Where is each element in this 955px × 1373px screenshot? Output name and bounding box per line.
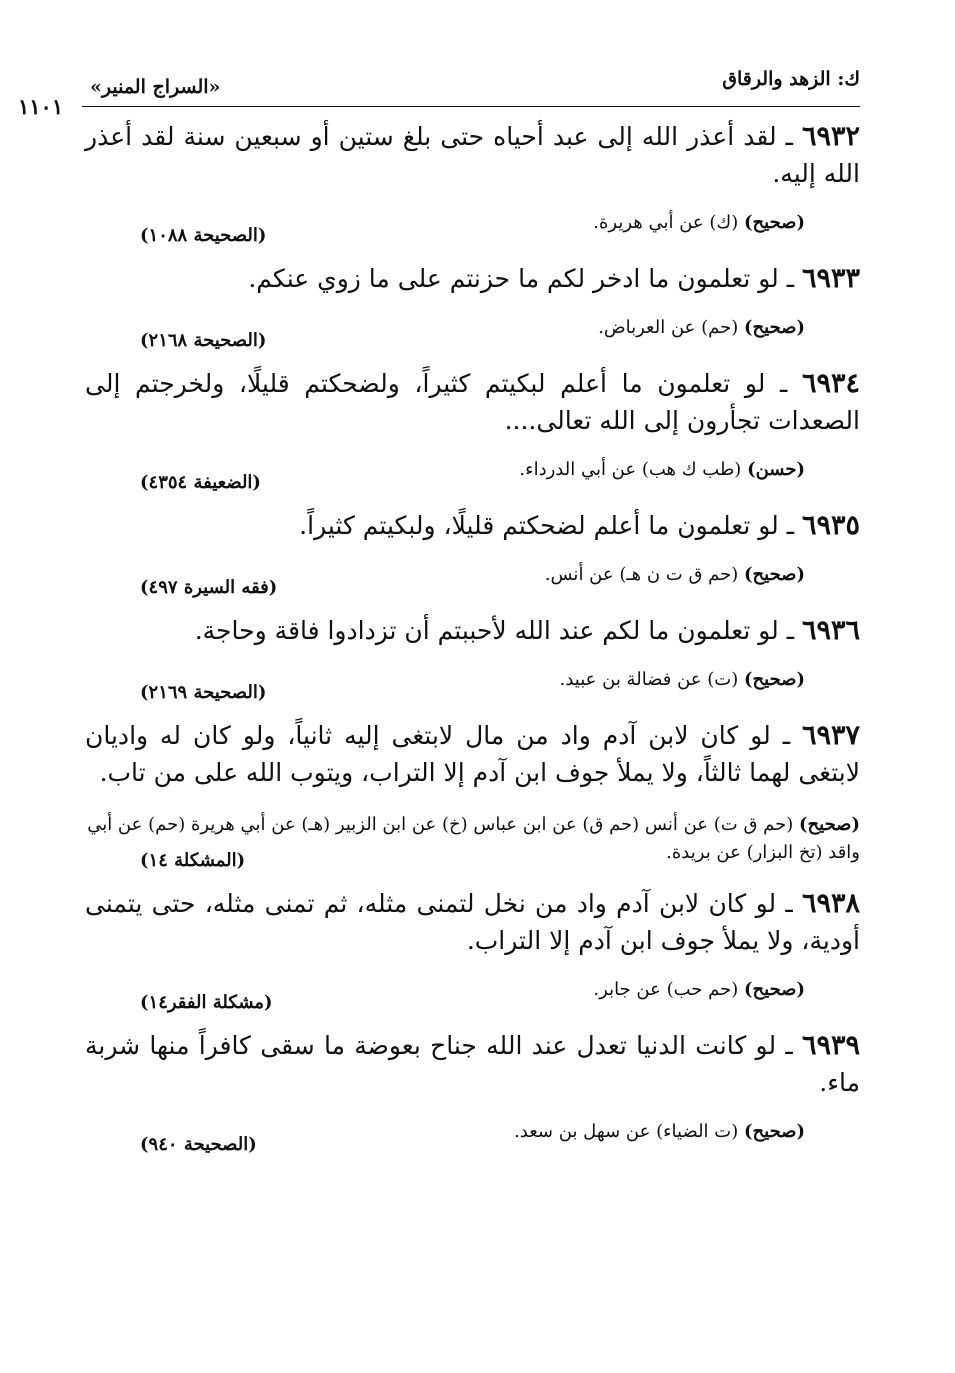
hadith-grade: (صحيح) <box>744 317 805 338</box>
hadith-entry <box>85 507 860 598</box>
hadith-number: ٦٩٣٦ <box>801 615 860 646</box>
hadith-number: ٦٩٣٧ <box>801 720 860 751</box>
hadith-source <box>593 212 805 233</box>
hadith-text: لو تعلمون ما لكم عند الله لأحببتم أن تزدادوا فاقة وحاجة. <box>194 616 779 645</box>
hadith-grade: (صحيح) <box>744 564 805 585</box>
hadith-entry <box>85 717 860 871</box>
source-text: (طب ك هب) عن أبي الدرداء. <box>519 459 742 480</box>
hadith-grade: (صحيح) <box>744 979 805 1000</box>
hadith-text: لو تعلمون ما ادخر لكم ما حزنتم على ما زوي عنكم. <box>248 264 779 293</box>
hadith-text: لو كان لابن آدم واد من نخل لتمنى مثله، ثم تمنى مثله، حتى يتمنى أودية، ولا يملأ جوف ابن آدم إلا التراب. <box>85 889 860 955</box>
hadith-source <box>593 979 805 1000</box>
hadith-text-block: ٦٩٣٣ ـ لو تعلمون ما ادخر لكم ما حزنتم على ما زوي عنكم. <box>248 263 860 294</box>
hadith-entry <box>85 885 860 1013</box>
hadith-text-block: ٦٩٣٤ ـ لو تعلمون ما أعلم لبكيتم كثيراً، ولضحكتم قليلًا، ولخرجتم إلى الصعدات تجأرون إلى الله تعالى.... <box>85 368 861 435</box>
hadith-list <box>85 118 860 1169</box>
hadith-text-block: ٦٩٣٦ ـ لو تعلمون ما لكم عند الله لأحببتم أن تزدادوا فاقة وحاجة. <box>194 615 860 646</box>
source-text: (ت الضياء) عن سهل بن سعد. <box>514 1121 739 1142</box>
hadith-source <box>560 669 805 690</box>
page-header <box>50 68 860 100</box>
hadith-number: ٦٩٣٤ <box>802 368 861 399</box>
hadith-reference <box>85 317 860 351</box>
hadith-reference <box>85 669 860 703</box>
source-text: (حم) عن العرباض. <box>598 317 739 338</box>
source-text: (حم ق ت ن هـ) عن أنس. <box>544 564 739 585</box>
hadith-reference <box>85 564 860 598</box>
source-text: (حم حب) عن جابر. <box>593 979 739 1000</box>
hadith-verdict: (الضعيفة ٤٣٥٤) <box>140 472 261 493</box>
hadith-number: ٦٩٣٨ <box>801 888 860 919</box>
hadith-entry <box>85 1027 860 1155</box>
hadith-text: لو كانت الدنيا تعدل عند الله جناح بعوضة ما سقى كافراً منها شربة ماء. <box>85 1031 860 1097</box>
hadith-source <box>519 459 805 480</box>
header-rule <box>82 106 860 107</box>
hadith-grade: (صحيح) <box>744 1121 805 1142</box>
hadith-entry <box>85 118 860 246</box>
hadith-number: ٦٩٣٢ <box>801 121 860 152</box>
hadith-entry <box>85 612 860 703</box>
hadith-text-block: ٦٩٣٨ ـ لو كان لابن آدم واد من نخل لتمنى مثله، ثم تمنى مثله، حتى يتمنى أودية، ولا يملأ جوف ابن آدم إلا التراب. <box>85 888 860 955</box>
source-text: (حم ق ت) عن أنس (حم ق) عن ابن عباس (خ) عن ابن الزبير (هـ) عن أبي هريرة (حم) عن أبي واقد (تخ البزار) عن بريدة. <box>87 814 860 863</box>
hadith-text-block: ٦٩٣٥ ـ لو تعلمون ما أعلم لضحكتم قليلًا، ولبكيتم كثيراً. <box>299 510 860 541</box>
hadith-verdict: (الصحيحة ٩٤٠) <box>140 1134 257 1155</box>
hadith-number: ٦٩٣٩ <box>802 1030 861 1061</box>
hadith-verdict: (مشكلة الفقر١٤) <box>140 992 273 1013</box>
hadith-entry <box>85 260 860 351</box>
hadith-grade: (صحيح) <box>799 814 860 835</box>
hadith-reference <box>85 811 860 871</box>
chapter-title: ك: الزهد والرقاق <box>722 68 860 90</box>
page-number: ١١٠١ <box>18 94 64 119</box>
hadith-text: لقد أعذر الله إلى عبد أحياه حتى بلغ ستين أو سبعين سنة لقد أعذر الله إليه. <box>85 122 860 188</box>
hadith-source <box>545 564 805 585</box>
hadith-number: ٦٩٣٥ <box>801 510 860 541</box>
hadith-text: لو تعلمون ما أعلم لضحكتم قليلًا، ولبكيتم كثيراً. <box>299 511 779 540</box>
source-text: (ت) عن فضالة بن عبيد. <box>559 669 739 690</box>
hadith-reference <box>85 212 860 246</box>
hadith-text: لو تعلمون ما أعلم لبكيتم كثيراً، ولضحكتم قليلًا، ولخرجتم إلى الصعدات تجأرون إلى الله تعالى.... <box>85 369 860 435</box>
hadith-reference <box>85 979 860 1013</box>
hadith-reference <box>85 459 860 493</box>
hadith-text-block: ٦٩٣٩ ـ لو كانت الدنيا تعدل عند الله جناح بعوضة ما سقى كافراً منها شربة ماء. <box>85 1030 861 1097</box>
source-text: (ك) عن أبي هريرة. <box>593 212 739 233</box>
hadith-grade: (حسن) <box>747 459 805 480</box>
hadith-text-block: ٦٩٣٢ ـ لقد أعذر الله إلى عبد أحياه حتى بلغ ستين أو سبعين سنة لقد أعذر الله إليه. <box>85 121 860 188</box>
hadith-verdict: (فقه السيرة ٤٩٧) <box>140 577 278 598</box>
hadith-entry <box>85 365 860 493</box>
book-title: «السراج المنير» <box>90 76 221 98</box>
hadith-verdict: (الصحيحة ٢١٦٩) <box>140 682 267 703</box>
hadith-number: ٦٩٣٣ <box>801 263 860 294</box>
hadith-source <box>514 1121 805 1142</box>
hadith-text: لو كان لابن آدم واد من مال لابتغى إليه ثانياً، ولو كان له واديان لابتغى لهما ثالثاً، ولا يملأ جوف ابن آدم إلا التراب، ويتوب الله على من تاب. <box>85 721 860 787</box>
hadith-grade: (صحيح) <box>744 669 805 690</box>
hadith-grade: (صحيح) <box>744 212 805 233</box>
hadith-source <box>598 317 805 338</box>
hadith-reference <box>85 1121 860 1155</box>
hadith-verdict: (المشكلة ١٤) <box>140 850 246 871</box>
hadith-verdict: (الصحيحة ١٠٨٨) <box>140 225 267 246</box>
hadith-text-block: ٦٩٣٧ ـ لو كان لابن آدم واد من مال لابتغى إليه ثانياً، ولو كان له واديان لابتغى لهما ثالثاً، ولا يملأ جوف ابن آدم إلا التراب، ويتوب الله على من تاب. <box>85 720 860 787</box>
hadith-verdict: (الصحيحة ٢١٦٨) <box>140 330 267 351</box>
